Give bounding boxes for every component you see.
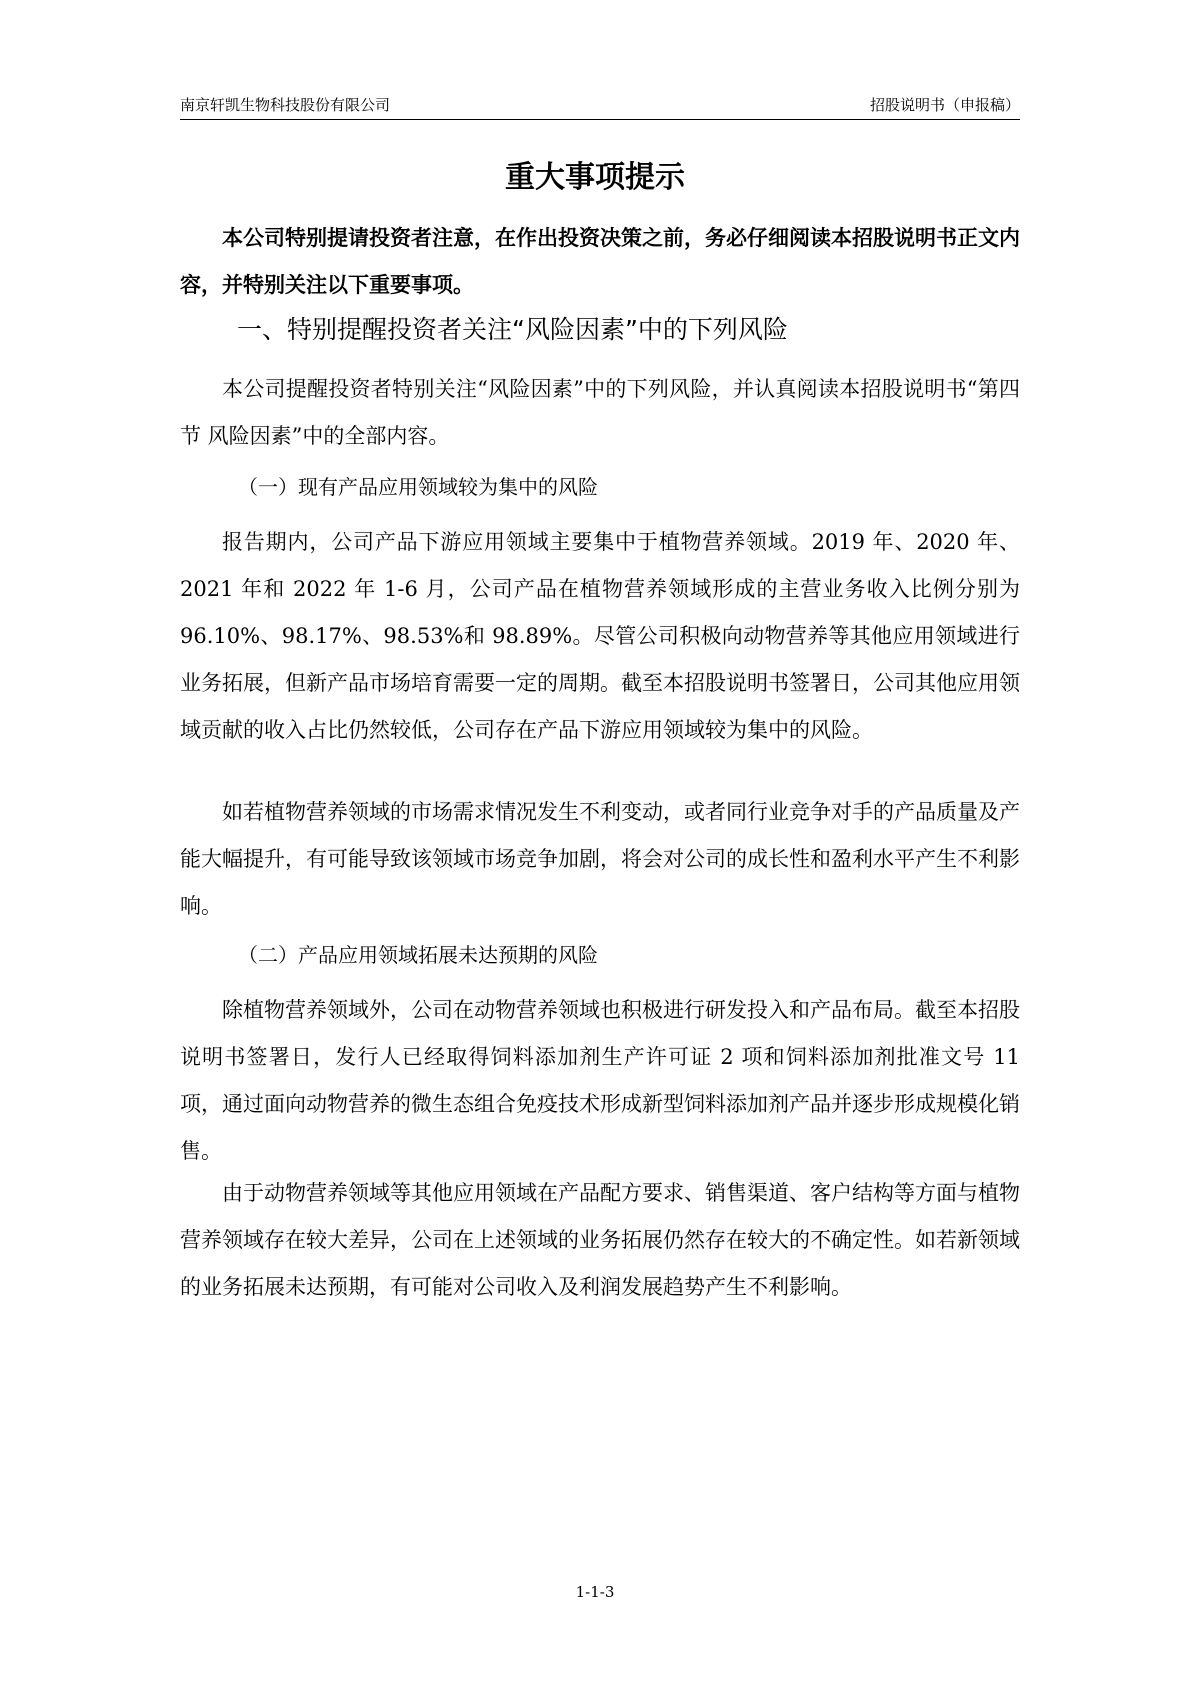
sub2-heading: （二）产品应用领域拓展未达预期的风险 xyxy=(238,943,598,967)
header-doc-type: 招股说明书（申报稿） xyxy=(869,96,1020,114)
section1-heading: 一、特别提醒投资者关注“风险因素”中的下列风险 xyxy=(237,315,788,344)
sub1-heading: （一）现有产品应用领域较为集中的风险 xyxy=(238,475,598,499)
section1-paragraph: 本公司提醒投资者特别关注“风险因素”中的下列风险，并认真阅读本招股说明书“第四节 风险因素”中的全部内容。 xyxy=(180,377,1020,448)
page-number: 1-1-3 xyxy=(575,1583,615,1601)
header-company: 南京轩凯生物科技股份有限公司 xyxy=(180,96,391,114)
page-title: 重大事项提示 xyxy=(505,160,685,195)
sub2-paragraph-2: 由于动物营养领域等其他应用领域在产品配方要求、销售渠道、客户结构等方面与植物营养领域存在较大差异，公司在上述领域的业务拓展仍然存在较大的不确定性。如若新领域的业务拓展未达预期，有可能对公司收入及利润发展趋势产生不利影响。 xyxy=(180,1181,1020,1299)
page-header xyxy=(180,95,1020,120)
sub1-paragraph-1: 报告期内，公司产品下游应用领域主要集中于植物营养领域。2019 年、2020 年、2021 年和 2022 年 1-6 月，公司产品在植物营养领域形成的主营业务收入比例分别为 96.10%、98.17%、98.53%和 98.89%。尽管公司积极向动物营养等其他应用领域进行业务拓展，但新产品市场培育需要一定的周期。截至本招股说明书签署日，公司其他应用领域贡献的收入占比仍然较低，公司存在产品下游应用领域较为集中的风险。 xyxy=(180,530,1020,742)
sub2-paragraph-1: 除植物营养领域外，公司在动物营养领域也积极进行研发投入和产品布局。截至本招股说明书签署日，发行人已经取得饲料添加剂生产许可证 2 项和饲料添加剂批准文号 11 项，通过面向动物营养的微生态组合免疫技术形成新型饲料添加剂产品并逐步形成规模化销售。 xyxy=(180,998,1020,1163)
intro-paragraph: 本公司特别提请投资者注意，在作出投资决策之前，务必仔细阅读本招股说明书正文内容，并特别关注以下重要事项。 xyxy=(180,225,1020,297)
sub1-paragraph-2: 如若植物营养领域的市场需求情况发生不利变动，或者同行业竞争对手的产品质量及产能大幅提升，有可能导致该领域市场竞争加剧，将会对公司的成长性和盈利水平产生不利影响。 xyxy=(180,800,1020,918)
